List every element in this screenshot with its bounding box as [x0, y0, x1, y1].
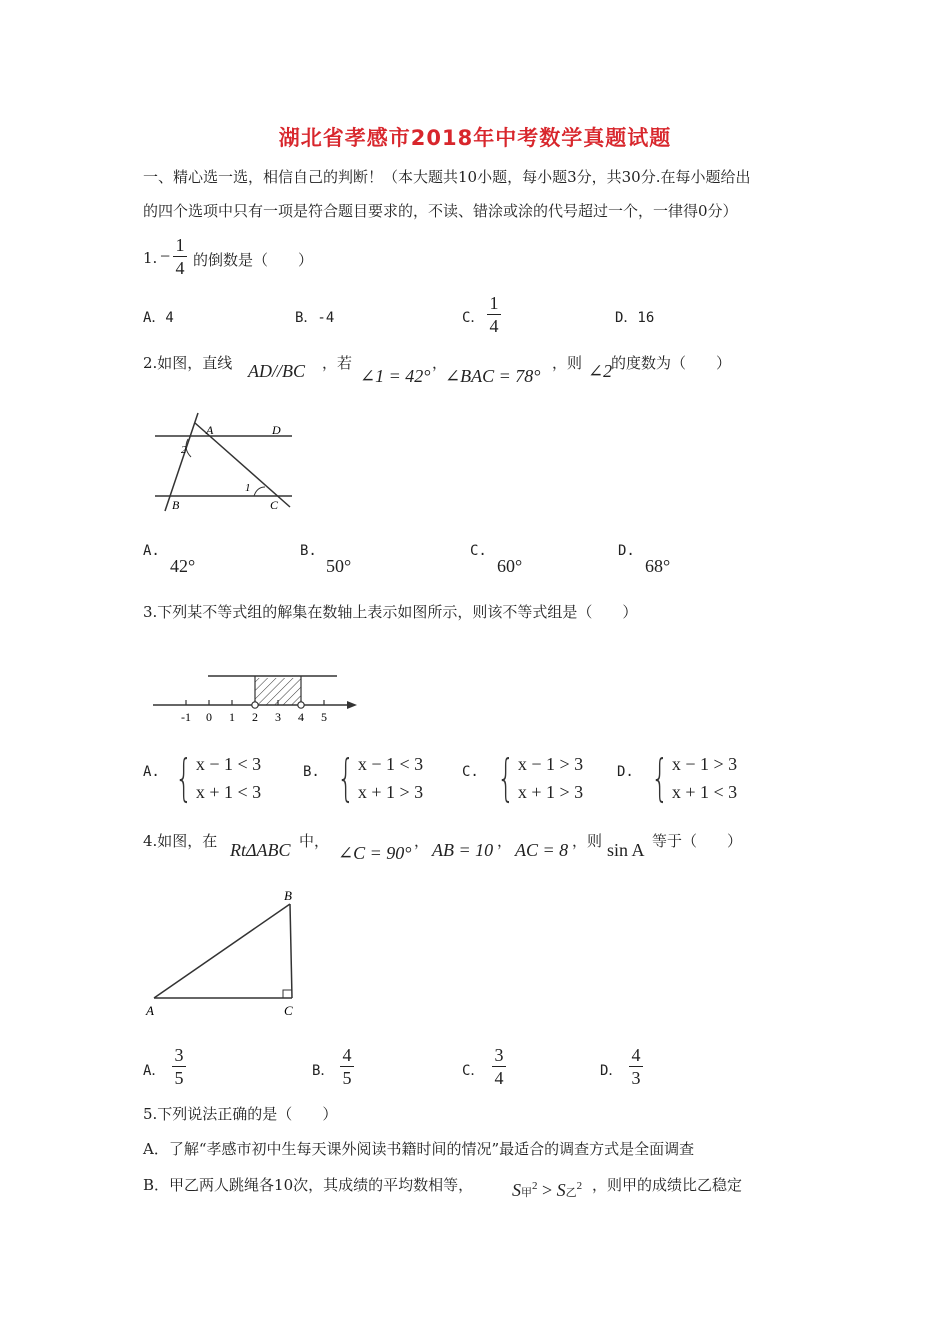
q1-fraction: [173, 235, 187, 278]
q4-text-2: ，: [414, 832, 430, 850]
q2-option-b-value: 50°: [326, 556, 352, 576]
q2-label-b: B: [172, 498, 180, 512]
q1-option-d[interactable]: D．16: [615, 310, 655, 326]
q5-sub-jia: 甲: [521, 1187, 532, 1199]
q3-axis-arrow: [347, 701, 357, 709]
q1-option-b[interactable]: B．-4: [295, 310, 335, 326]
q3-option-b-label[interactable]: B.: [303, 764, 320, 780]
brace-icon: {: [337, 749, 355, 807]
q4-math-sin: sin A: [607, 840, 645, 860]
q2-math-angle-bac: ∠BAC = 78°: [445, 366, 541, 386]
q3-option-a-system: [168, 750, 261, 806]
q4-text-1: 中，: [299, 832, 330, 850]
brace-icon: {: [497, 749, 515, 807]
inequality-line-2: x + 1 > 3: [357, 782, 424, 802]
q2-label-c: C: [270, 498, 279, 512]
fraction-numerator: 4: [342, 1045, 352, 1065]
q3-tick-label: -1: [181, 710, 191, 724]
inequality-line-2: x + 1 > 3: [517, 782, 584, 802]
q4-label-b: B: [284, 888, 292, 903]
q2-text-1: ，若: [322, 354, 353, 372]
q4-math-angle-c: ∠C = 90°: [338, 843, 412, 863]
q2-label-d: D: [272, 423, 281, 437]
fraction-numerator: 4: [631, 1045, 641, 1065]
q5-sup-1: 2: [532, 1180, 538, 1192]
q4-option-a-fraction: [172, 1045, 186, 1088]
q2-option-d-label[interactable]: D.: [618, 543, 635, 559]
q2-math-angle2: ∠2: [588, 361, 613, 381]
q4-option-b-fraction: [340, 1045, 354, 1088]
q4-option-a-label[interactable]: A．: [143, 1063, 166, 1079]
q5-sub-yi: 乙: [565, 1187, 577, 1199]
q2-option-b-label[interactable]: B.: [300, 543, 317, 559]
q1-minus: −: [160, 246, 171, 266]
q5-sup-2: 2: [576, 1180, 583, 1192]
section-instructions-line1: 一、精心选一选，相信自己的判断！（本大题共10小题，每小题3分，共30分.在每小题给出: [143, 168, 751, 186]
q2-text-2: ，: [432, 354, 448, 372]
q5-option-b-prefix[interactable]: B．甲乙两人跳绳各10次，其成绩的平均数相等，: [143, 1176, 474, 1194]
q1-number: 1.: [143, 249, 158, 267]
fraction-denominator: 3: [631, 1068, 641, 1088]
q3-open-circle-4: [298, 702, 304, 708]
q2-option-c-value: 60°: [497, 556, 523, 576]
q5-option-b-math: [512, 1180, 582, 1201]
q4-option-d-fraction: [629, 1045, 643, 1088]
inequality-line-1: x − 1 < 3: [357, 754, 424, 774]
q4-math-ac: AC = 8: [515, 840, 569, 860]
q2-angle1-arc: [254, 487, 265, 496]
q5-s2: S: [556, 1180, 566, 1200]
q2-prefix: 2.如图，直线: [143, 354, 233, 372]
q2-label-2: 2: [181, 444, 187, 456]
q3-option-d-system: [644, 750, 737, 806]
q4-suffix: 等于（ ）: [652, 832, 743, 850]
q3-tick-label: 4: [298, 710, 304, 724]
q3-option-d-label[interactable]: D.: [617, 764, 634, 780]
q2-option-a-label[interactable]: A.: [143, 543, 160, 559]
q5-text: 5.下列说法正确的是（ ）: [143, 1105, 338, 1123]
q1-option-c-label[interactable]: C．: [462, 310, 485, 326]
q4-option-c-label[interactable]: C．: [462, 1063, 485, 1079]
q4-prefix: 4.如图，在: [143, 832, 218, 850]
q4-option-c-fraction: [492, 1045, 506, 1088]
q3-option-b-system: [330, 750, 423, 806]
q2-math-parallel: AD//BC: [248, 361, 305, 381]
q5-option-b-suffix: ，则甲的成绩比乙稳定: [592, 1176, 743, 1194]
q2-option-a-value: 42°: [170, 556, 196, 576]
fraction-numerator: 3: [494, 1045, 504, 1065]
q3-open-circle-2: [252, 702, 258, 708]
q2-suffix: 的度数为（ ）: [611, 354, 732, 372]
q2-label-a: A: [206, 423, 214, 437]
q1-option-c-fraction: [487, 293, 501, 336]
inequality-line-2: x + 1 < 3: [195, 782, 262, 802]
q3-tick-label: 5: [321, 710, 327, 724]
page-title: 湖北省孝感市2018年中考数学真题试题: [278, 126, 672, 150]
q2-label-1: 1: [245, 482, 251, 494]
q3-tick-label: 2: [252, 710, 258, 724]
q4-right-angle-mark: [283, 990, 292, 998]
q2-text-3: ，则: [552, 354, 583, 372]
inequality-line-1: x − 1 > 3: [517, 754, 584, 774]
q5-option-a[interactable]: A．了解“孝感市初中生每天课外阅读书籍时间的情况”最适合的调查方式是全面调查: [143, 1140, 695, 1158]
q2-figure: [150, 405, 300, 515]
brace-icon: {: [175, 749, 193, 807]
q5-s1: S: [512, 1180, 521, 1200]
fraction-denominator: 5: [342, 1068, 352, 1088]
q4-text-3: ，: [497, 832, 513, 850]
q4-option-b-label[interactable]: B．: [312, 1063, 335, 1079]
fraction-denominator: 4: [494, 1068, 504, 1088]
q4-math-ab: AB = 10: [432, 840, 494, 860]
section-instructions-line2: 的四个选项中只有一项是符合题目要求的，不读、错涂或涂的代号超过一个，一律得0分）: [143, 202, 738, 220]
q3-tick-label: 3: [275, 710, 281, 724]
q1-option-c-den: 4: [489, 316, 499, 336]
q4-text-4: ，则: [572, 832, 603, 850]
q4-math-triangle: RtΔABC: [230, 840, 291, 860]
inequality-line-1: x − 1 < 3: [195, 754, 262, 774]
brace-icon: {: [651, 749, 669, 807]
q4-option-d-label[interactable]: D．: [600, 1063, 623, 1079]
q4-side-bc: [290, 904, 292, 998]
fraction-denominator: 5: [174, 1068, 184, 1088]
inequality-line-1: x − 1 > 3: [671, 754, 738, 774]
q3-number-line: [150, 668, 365, 728]
q5-gt: >: [537, 1180, 557, 1200]
q1-option-a[interactable]: A．4: [143, 310, 174, 326]
q3-text: 3.下列某不等式组的解集在数轴上表示如图所示，则该不等式组是（ ）: [143, 603, 638, 621]
fraction-numerator: 3: [174, 1045, 184, 1065]
q1-fraction-den: 4: [175, 258, 185, 278]
q3-option-c-label[interactable]: C.: [462, 764, 479, 780]
q4-side-ab: [154, 904, 290, 998]
q2-option-c-label[interactable]: C.: [470, 543, 487, 559]
q3-tick-label: 1: [229, 710, 235, 724]
q3-option-c-system: [490, 750, 583, 806]
q1-text: 的倒数是（ ）: [193, 251, 314, 269]
q4-label-c: C: [284, 1003, 293, 1018]
q4-figure: [140, 882, 310, 1022]
q4-label-a: A: [146, 1003, 154, 1018]
q1-option-c-num: 1: [489, 293, 499, 313]
q3-option-a-label[interactable]: A.: [143, 764, 160, 780]
q2-math-angle1: ∠1 = 42°: [360, 366, 431, 386]
inequality-line-2: x + 1 < 3: [671, 782, 738, 802]
q1-fraction-num: 1: [175, 235, 185, 255]
q3-tick-label: 0: [206, 710, 212, 724]
q2-option-d-value: 68°: [645, 556, 671, 576]
